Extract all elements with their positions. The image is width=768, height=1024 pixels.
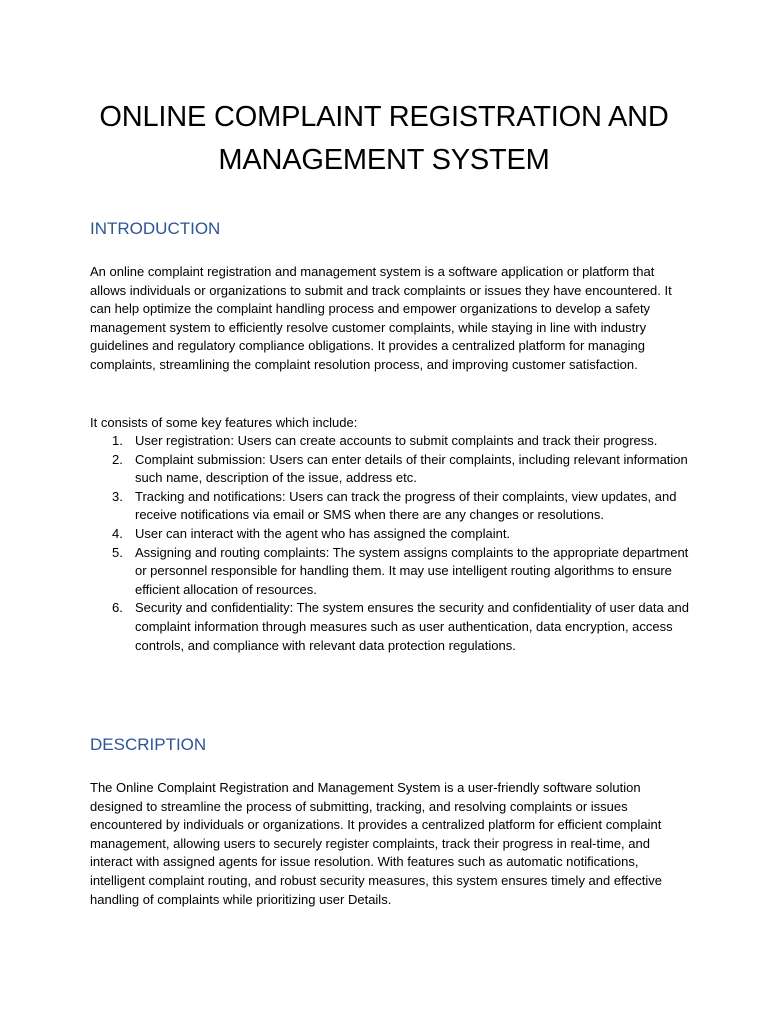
feature-item [90, 599, 690, 655]
feature-text: Security and confidentiality: The system ensures the security and confidentiality of user data and complaint information through measures such as user authentication, data encryption, access controls, and compliance with relevant data protection regulations. [135, 600, 690, 653]
document-title-line-2: MANAGEMENT SYSTEM [218, 144, 550, 176]
introduction-heading: INTRODUCTION [90, 219, 221, 238]
description-heading: DESCRIPTION [90, 735, 207, 754]
feature-text: Complaint submission: Users can enter details of their complaints, including relevant information such name, description of the issue, address etc. [135, 451, 688, 486]
features-lead-text: It consists of some key features which include: [90, 415, 358, 430]
features-list [90, 432, 690, 655]
feature-number: 4. [112, 525, 123, 541]
feature-item [90, 451, 690, 488]
introduction-paragraph: An online complaint registration and management system is a software application or platform that allows individuals or organizations to submit and track complaints or issues they have encountered. It can help optimize the complaint handling process and empower organizations to develop a safety management system to efficiently resolve customer complaints, while staying in line with industry guidelines and regulatory compliance obligations. It provides a centralized platform for managing complaints, streamlining the complaint resolution process, and improving customer satisfaction. [90, 264, 672, 372]
feature-item [90, 525, 690, 544]
feature-text: Assigning and routing complaints: The system assigns complaints to the appropriate department or personnel responsible for handling them. It may use intelligent routing algorithms to ensure efficient allocation of resources. [135, 544, 689, 597]
feature-item [90, 544, 690, 600]
feature-text: User can interact with the agent who has assigned the complaint. [135, 525, 511, 541]
description-paragraph: The Online Complaint Registration and Management System is a user-friendly software solution designed to streamline the process of submitting, tracking, and resolving complaints or issues encountered by individuals or organizations. It provides a centralized platform for efficient complaint management, allowing users to securely register complaints, track their progress in real-time, and interact with assigned agents for issue resolution. With features such as automatic notifications, intelligent complaint routing, and robust security measures, this system ensures timely and effective handling of complaints while prioritizing user Details. [90, 780, 663, 907]
feature-item [90, 488, 690, 525]
feature-number: 1. [112, 433, 123, 448]
feature-item [90, 432, 690, 451]
feature-number: 3. [112, 488, 123, 504]
feature-number: 2. [112, 451, 123, 467]
document-title [60, 96, 708, 182]
feature-text: Tracking and notifications: Users can track the progress of their complaints, view updates, and receive notifications via email or SMS when there are any changes or resolutions. [135, 488, 677, 523]
document-title-line-1: ONLINE COMPLAINT REGISTRATION AND [99, 101, 669, 133]
feature-text: User registration: Users can create accounts to submit complaints and track their progress. [135, 433, 658, 448]
feature-number: 5. [112, 544, 123, 560]
feature-number: 6. [112, 600, 123, 616]
